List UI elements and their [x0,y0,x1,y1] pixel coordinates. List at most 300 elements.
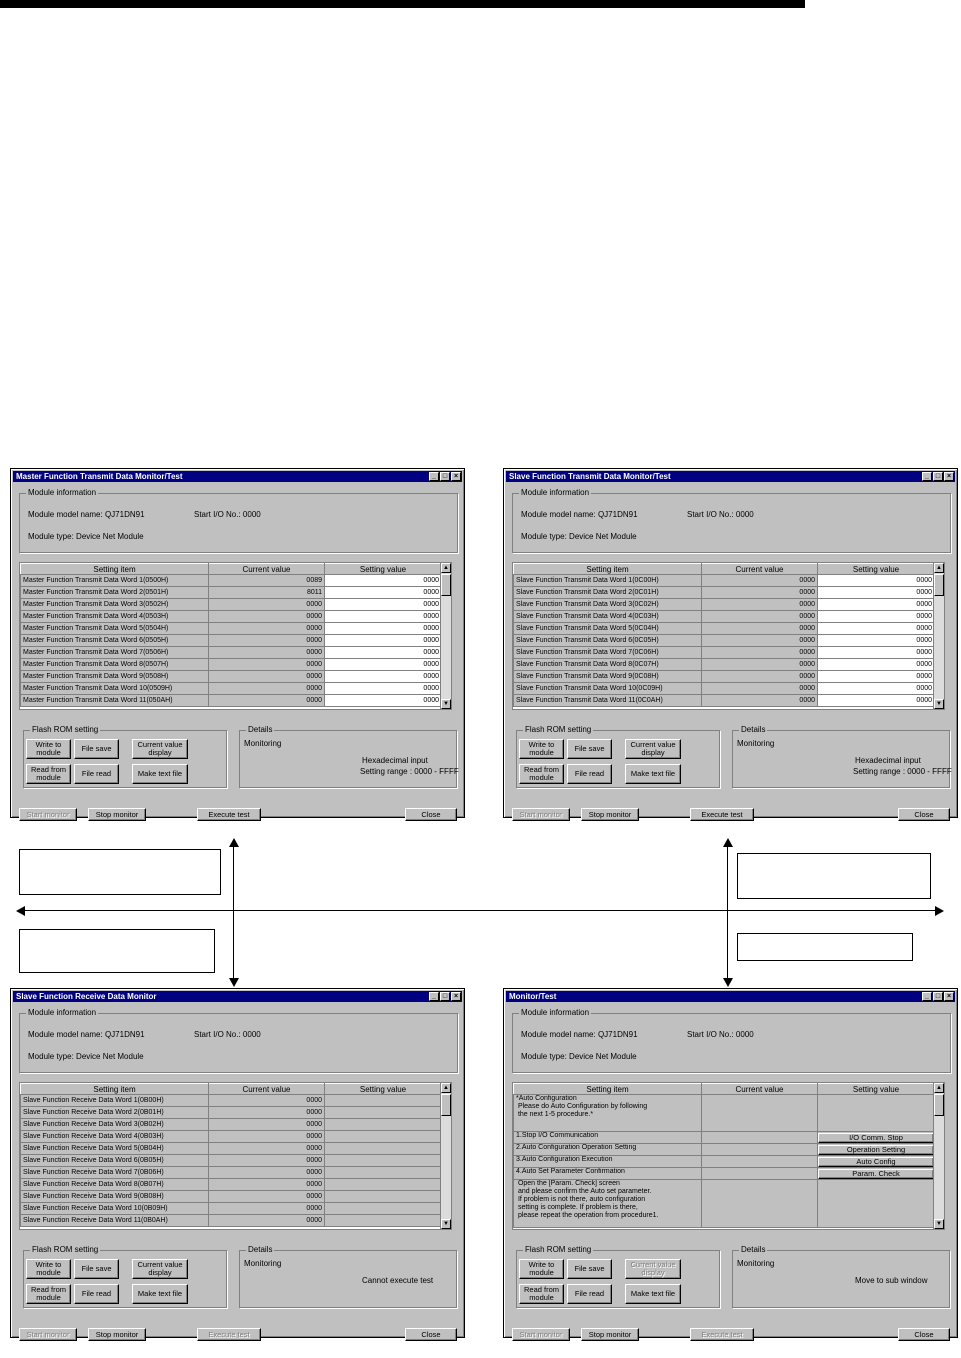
write-to-module-button[interactable]: Write to module [26,739,71,759]
current-value-cell: 0000 [702,611,818,623]
current-value-cell: 0000 [209,659,325,671]
module-information-group [512,488,951,553]
setting-value-cell[interactable]: 0000 [818,659,935,671]
setting-value-cell [325,1179,442,1191]
table-row[interactable] [21,1143,442,1155]
minimize-icon[interactable]: _ [922,992,932,1001]
current-value-cell: 0000 [702,587,818,599]
table-row[interactable] [514,647,935,659]
table-row[interactable] [21,647,442,659]
write-to-module-button[interactable]: Write to module [26,1259,71,1279]
table-row[interactable] [514,635,935,647]
write-to-module-button[interactable]: Write to module [519,1259,564,1279]
setting-value-cell [325,1107,442,1119]
stop-monitor-button[interactable]: Stop monitor [88,808,146,821]
table-row[interactable] [21,659,442,671]
setting-value-cell[interactable]: 0000 [818,635,935,647]
current-value-cell [702,1180,818,1228]
current-value-display-button[interactable]: Current value display [625,1259,681,1279]
maximize-icon[interactable]: □ [933,992,943,1001]
group-label: Module information [28,1008,97,1017]
table-row[interactable] [514,683,935,695]
current-value-cell: 0000 [209,683,325,695]
setting-value-cell[interactable]: 0000 [818,575,935,587]
table-row[interactable] [21,1203,442,1215]
column-header-current-value[interactable]: Current value [702,1084,818,1095]
scroll-up-icon[interactable]: ▲ [441,1083,451,1093]
current-value-cell: 0000 [209,1203,325,1215]
table-row[interactable] [514,587,935,599]
close-icon[interactable]: × [944,472,954,481]
table-row[interactable] [514,599,935,611]
setting-item-cell: Slave Function Receive Data Word 8(0B07H) [21,1179,209,1191]
current-value-cell: 0000 [702,635,818,647]
current-value-cell: 0000 [209,1215,325,1227]
current-value-cell [702,1144,818,1156]
module-type-value: Device Net Module [569,1052,637,1061]
close-button[interactable]: Close [405,808,457,821]
setting-item-cell: Slave Function Receive Data Word 2(0B01H) [21,1107,209,1119]
setting-value-cell [818,1095,935,1132]
current-value-cell: 0000 [702,695,818,707]
setting-value-cell[interactable]: 0000 [818,611,935,623]
table-row[interactable] [514,1180,935,1228]
setting-item-cell: Slave Function Receive Data Word 7(0B06H) [21,1167,209,1179]
setting-value-cell [818,1144,935,1156]
window-title: Monitor/Test [509,992,557,1001]
setting-value-cell[interactable]: 0000 [325,575,442,587]
details-line-1: Cannot execute test [362,1276,434,1285]
table-row[interactable] [21,1155,442,1167]
setting-value-cell [818,1132,935,1144]
setting-value-cell [325,1143,442,1155]
annotation-box-right-top [737,853,931,899]
column-header-setting-item[interactable]: Setting item [514,564,702,575]
start-io-label: Start I/O No.: 0000 [194,510,261,519]
table-row[interactable] [514,611,935,623]
setting-table[interactable] [19,1082,452,1230]
setting-table[interactable] [512,562,945,710]
details-line-1: Move to sub window [855,1276,928,1285]
setting-item-cell: Slave Function Transmit Data Word 10(0C09H) [514,683,702,695]
start-io-value: 0000 [735,1030,754,1039]
setting-item-cell: Slave Function Receive Data Word 10(0B09H) [21,1203,209,1215]
window-titlebar[interactable] [13,991,462,1002]
table-row[interactable] [21,1131,442,1143]
setting-value-cell[interactable]: 0000 [818,683,935,695]
table-row[interactable] [514,1168,935,1180]
group-label: Module information [521,1008,590,1017]
module-model-value: QJ71DN91 [597,1030,638,1039]
current-value-cell: 0000 [209,1107,325,1119]
file-save-button[interactable]: File save [74,739,119,759]
details-mode-text: Monitoring [737,1259,775,1268]
current-value-cell: 0000 [209,1095,325,1107]
current-value-cell: 0000 [209,1155,325,1167]
table-row[interactable] [21,1095,442,1107]
table-row[interactable] [21,599,442,611]
setting-value-cell[interactable]: 0000 [325,623,442,635]
setting-item-cell: 1.Stop I/O Communication [514,1132,702,1144]
scroll-thumb[interactable] [934,1094,944,1116]
read-from-module-button[interactable]: Read from module [26,1284,71,1304]
setting-item-cell: Slave Function Transmit Data Word 9(0C08H) [514,671,702,683]
setting-value-cell[interactable]: 0000 [325,635,442,647]
setting-value-cell [818,1180,935,1228]
start-monitor-button[interactable]: Start monitor [512,808,570,821]
setting-value-cell[interactable]: 0000 [325,683,442,695]
module-type-value: Device Net Module [569,532,637,541]
current-value-display-button[interactable]: Current value display [132,1259,188,1279]
setting-value-cell [818,1168,935,1180]
current-value-cell: 0000 [209,611,325,623]
table-row[interactable] [514,1156,935,1168]
stop-monitor-button[interactable]: Stop monitor [581,1328,639,1341]
setting-value-cell[interactable]: 0000 [818,695,935,707]
setting-item-cell: 4.Auto Set Parameter Confirmation [514,1168,702,1180]
group-label: Flash ROM setting [32,725,99,734]
table-row[interactable] [21,671,442,683]
flash-rom-setting-group [23,725,227,788]
table-row[interactable] [21,1107,442,1119]
setting-value-cell[interactable]: 0000 [818,599,935,611]
file-save-button[interactable]: File save [567,1259,612,1279]
setting-value-cell[interactable]: 0000 [325,611,442,623]
current-value-cell: 0000 [209,635,325,647]
scroll-thumb[interactable] [441,1094,451,1116]
current-value-display-button[interactable]: Current value display [132,739,188,759]
table-row[interactable] [21,683,442,695]
table-row[interactable] [21,1191,442,1203]
current-value-display-button[interactable]: Current value display [625,739,681,759]
scroll-down-icon[interactable]: ▼ [441,1219,451,1229]
dialog-window-1 [10,468,465,818]
group-label: Details [741,1245,766,1254]
setting-value-cell[interactable]: 0000 [325,671,442,683]
annotation-box-right-bottom [737,933,913,961]
column-header-setting-item[interactable]: Setting item [514,1084,702,1095]
minimize-icon[interactable]: _ [429,992,439,1001]
dialog-window-2 [503,468,958,818]
column-header-setting-item[interactable]: Setting item [21,564,209,575]
setting-item-cell: 2.Auto Configuration Operation Setting [514,1144,702,1156]
execute-test-button[interactable]: Execute test [690,1328,754,1341]
close-icon[interactable]: × [451,472,461,481]
current-value-cell: 0000 [209,1179,325,1191]
table-row[interactable] [514,671,935,683]
setting-value-cell [818,1156,935,1168]
table-row[interactable] [514,1095,935,1132]
group-label: Flash ROM setting [525,725,592,734]
current-value-cell: 0089 [209,575,325,587]
scroll-thumb[interactable] [934,574,944,596]
current-value-cell [702,1156,818,1168]
setting-value-cell[interactable]: 0000 [818,587,935,599]
table-row[interactable] [514,1144,935,1156]
table-row[interactable] [21,1179,442,1191]
table-row[interactable] [21,695,442,707]
column-header-current-value[interactable]: Current value [209,564,325,575]
arrow-down-icon-left [229,978,239,987]
arrow-up-icon-left [229,838,239,847]
scroll-down-icon[interactable]: ▼ [934,699,944,709]
setting-table[interactable] [512,1082,945,1230]
start-io-label: Start I/O No.: 0000 [194,1030,261,1039]
table-row[interactable] [21,587,442,599]
setting-item-cell: Slave Function Transmit Data Word 11(0C0AH) [514,695,702,707]
file-save-button[interactable]: File save [567,739,612,759]
group-label: Module information [521,488,590,497]
setting-value-cell [325,1215,442,1227]
dialog-window-3 [10,988,465,1338]
window-title: Master Function Transmit Data Monitor/Test [16,472,183,481]
setting-item-cell: 3.Auto Configuration Execution [514,1156,702,1168]
minimize-icon[interactable]: _ [429,472,439,481]
table-row[interactable] [514,1132,935,1144]
current-value-cell: 0000 [209,695,325,707]
file-read-button[interactable]: File read [74,764,119,784]
setting-value-cell[interactable]: 0000 [325,647,442,659]
current-value-cell: 0000 [702,671,818,683]
setting-item-cell: Master Function Transmit Data Word 5(0504H) [21,623,209,635]
read-from-module-button[interactable]: Read from module [519,764,564,784]
setting-item-cell: Master Function Transmit Data Word 4(0503H) [21,611,209,623]
setting-value-cell[interactable]: 0000 [325,695,442,707]
setting-item-cell: Master Function Transmit Data Word 2(0501H) [21,587,209,599]
annotation-box-left-top [19,849,221,895]
setting-item-cell: Slave Function Receive Data Word 1(0B00H) [21,1095,209,1107]
make-text-file-button[interactable]: Make text file [132,1284,188,1304]
module-information-group [19,488,458,553]
close-icon[interactable]: × [944,992,954,1001]
module-type-label: Module type: Device Net Module [28,532,144,541]
group-label: Flash ROM setting [32,1245,99,1254]
scroll-down-icon[interactable]: ▼ [934,1219,944,1229]
minimize-icon[interactable]: _ [922,472,932,481]
current-value-cell: 0000 [209,1119,325,1131]
table-row[interactable] [21,623,442,635]
module-model-value: QJ71DN91 [104,1030,145,1039]
column-header-setting-item[interactable]: Setting item [21,1084,209,1095]
table-row[interactable] [21,575,442,587]
window-title: Slave Function Receive Data Monitor [16,992,157,1001]
details-line-1: Hexadecimal input [362,756,428,765]
annotation-box-left-bottom [19,929,215,973]
setting-item-cell: Master Function Transmit Data Word 7(0506H) [21,647,209,659]
setting-item-cell: *Auto Configuration Please do Auto Configuration by following the next 1-5 procedure.* [514,1095,702,1132]
make-text-file-button[interactable]: Make text file [625,1284,681,1304]
file-read-button[interactable]: File read [567,1284,612,1304]
scroll-up-icon[interactable]: ▲ [441,563,451,573]
execute-test-button[interactable]: Execute test [690,808,754,821]
window-titlebar[interactable] [506,991,955,1002]
table-row[interactable] [514,659,935,671]
column-header-setting-value[interactable]: Setting value [325,564,442,575]
close-icon[interactable]: × [451,992,461,1001]
module-type-value: Device Net Module [76,1052,144,1061]
group-label: Flash ROM setting [525,1245,592,1254]
setting-item-cell: Slave Function Receive Data Word 11(0B0AH) [21,1215,209,1227]
setting-value-cell [325,1095,442,1107]
stop-monitor-button[interactable]: Stop monitor [88,1328,146,1341]
setting-item-cell: Slave Function Receive Data Word 5(0B04H) [21,1143,209,1155]
setting-item-cell: Slave Function Transmit Data Word 6(0C05H) [514,635,702,647]
close-button[interactable]: Close [898,1328,950,1341]
start-io-value: 0000 [242,1030,261,1039]
table-row[interactable] [21,635,442,647]
arrow-down-icon-right [723,978,733,987]
table-scrollbar[interactable] [440,1083,451,1229]
read-from-module-button[interactable]: Read from module [26,764,71,784]
close-button[interactable]: Close [405,1328,457,1341]
vertical-link-line-left [233,845,234,979]
details-mode-text: Monitoring [244,739,282,748]
current-value-cell: 0000 [702,599,818,611]
setting-item-cell: Slave Function Receive Data Word 6(0B05H) [21,1155,209,1167]
file-save-button[interactable]: File save [74,1259,119,1279]
table-scrollbar[interactable] [933,1083,944,1229]
setting-item-cell: Master Function Transmit Data Word 1(0500H) [21,575,209,587]
setting-item-cell: Master Function Transmit Data Word 11(050AH) [21,695,209,707]
column-header-setting-value[interactable]: Setting value [325,1084,442,1095]
start-monitor-button[interactable]: Start monitor [19,1328,77,1341]
setting-item-cell: Slave Function Receive Data Word 3(0B02H) [21,1119,209,1131]
current-value-cell: 0000 [702,683,818,695]
flash-rom-setting-group [23,1245,227,1308]
setting-item-cell: Open the [Param. Check] screen and please confirm the Auto set parameter. If problem is not there, auto configuration setting is complete. If problem is there, please repeat the operation from procedure1. [514,1180,702,1228]
current-value-cell: 0000 [209,1143,325,1155]
auto-config-step-button[interactable]: I/O Comm. Stop [818,1133,934,1143]
setting-value-cell[interactable]: 0000 [818,671,935,683]
window-title: Slave Function Transmit Data Monitor/Test [509,472,671,481]
setting-value-cell [325,1155,442,1167]
current-value-cell: 0000 [209,647,325,659]
setting-item-cell: Slave Function Transmit Data Word 2(0C01H) [514,587,702,599]
current-value-cell [702,1095,818,1132]
table-row[interactable] [21,611,442,623]
module-type-value: Device Net Module [76,532,144,541]
setting-value-cell[interactable]: 0000 [325,587,442,599]
group-label: Module information [28,488,97,497]
current-value-cell: 0000 [209,671,325,683]
scroll-thumb[interactable] [441,574,451,596]
column-header-setting-value[interactable]: Setting value [818,564,935,575]
write-to-module-button[interactable]: Write to module [519,739,564,759]
start-io-value: 0000 [242,510,261,519]
module-model-value: QJ71DN91 [104,510,145,519]
details-line-2: Setting range : 0000 - FFFF [360,767,459,776]
read-from-module-button[interactable]: Read from module [519,1284,564,1304]
setting-item-cell: Slave Function Transmit Data Word 5(0C04H) [514,623,702,635]
file-read-button[interactable]: File read [74,1284,119,1304]
table-row[interactable] [514,575,935,587]
table-row[interactable] [514,695,935,707]
setting-value-cell[interactable]: 0000 [818,623,935,635]
current-value-cell: 0000 [209,599,325,611]
window-titlebar[interactable] [506,471,955,482]
start-monitor-button[interactable]: Start monitor [512,1328,570,1341]
arrow-left-icon [16,906,25,916]
current-value-cell: 0000 [209,623,325,635]
setting-item-cell: Slave Function Transmit Data Word 3(0C02H) [514,599,702,611]
execute-test-button[interactable]: Execute test [197,808,261,821]
setting-value-cell[interactable]: 0000 [818,647,935,659]
dialog-window-4 [503,988,958,1338]
details-line-1: Hexadecimal input [855,756,921,765]
setting-item-cell: Slave Function Receive Data Word 9(0B08H) [21,1191,209,1203]
setting-value-cell [325,1191,442,1203]
table-row[interactable] [21,1167,442,1179]
table-row[interactable] [514,623,935,635]
current-value-cell [702,1168,818,1180]
close-button[interactable]: Close [898,808,950,821]
setting-item-cell: Slave Function Transmit Data Word 8(0C07H) [514,659,702,671]
stop-monitor-button[interactable]: Stop monitor [581,808,639,821]
page-header-bar [0,0,805,8]
current-value-cell: 0000 [209,1167,325,1179]
current-value-cell: 0000 [702,575,818,587]
setting-table[interactable] [19,562,452,710]
make-text-file-button[interactable]: Make text file [132,764,188,784]
table-scrollbar[interactable] [933,563,944,709]
maximize-icon[interactable]: □ [933,472,943,481]
maximize-icon[interactable]: □ [440,472,450,481]
start-io-label: Start I/O No.: 0000 [687,1030,754,1039]
setting-value-cell[interactable]: 0000 [325,599,442,611]
vertical-link-line-right [727,845,728,979]
arrow-up-icon-right [723,838,733,847]
setting-item-cell: Master Function Transmit Data Word 3(0502H) [21,599,209,611]
module-type-label: Module type: Device Net Module [521,1052,637,1061]
auto-config-step-button[interactable]: Auto Config [818,1157,934,1167]
window-titlebar[interactable] [13,471,462,482]
current-value-cell: 0000 [702,647,818,659]
setting-value-cell [325,1203,442,1215]
setting-item-cell: Master Function Transmit Data Word 8(0507H) [21,659,209,671]
module-model-label: Module model name: QJ71DN91 [28,510,145,519]
start-monitor-button[interactable]: Start monitor [19,808,77,821]
column-header-setting-value[interactable]: Setting value [818,1084,935,1095]
setting-value-cell[interactable]: 0000 [325,659,442,671]
flash-rom-setting-group [516,1245,720,1308]
auto-config-step-button[interactable]: Param. Check [818,1169,934,1179]
group-label: Details [248,725,273,734]
flash-rom-setting-group [516,725,720,788]
scroll-down-icon[interactable]: ▼ [441,699,451,709]
details-line-2: Setting range : 0000 - FFFF [853,767,952,776]
group-label: Details [741,725,766,734]
execute-test-button[interactable]: Execute test [197,1328,261,1341]
table-row[interactable] [21,1215,442,1227]
make-text-file-button[interactable]: Make text file [625,764,681,784]
module-model-label: Module model name: QJ71DN91 [521,1030,638,1039]
column-header-current-value[interactable]: Current value [702,564,818,575]
table-row[interactable] [21,1119,442,1131]
current-value-cell [702,1132,818,1144]
column-header-current-value[interactable]: Current value [209,1084,325,1095]
file-read-button[interactable]: File read [567,764,612,784]
details-group [732,725,952,788]
setting-item-cell: Master Function Transmit Data Word 6(0505H) [21,635,209,647]
auto-config-step-button[interactable]: Operation Setting [818,1145,934,1155]
scroll-up-icon[interactable]: ▲ [934,563,944,573]
table-scrollbar[interactable] [440,563,451,709]
setting-item-cell: Slave Function Receive Data Word 4(0B03H) [21,1131,209,1143]
scroll-up-icon[interactable]: ▲ [934,1083,944,1093]
details-mode-text: Monitoring [244,1259,282,1268]
maximize-icon[interactable]: □ [440,992,450,1001]
details-group [239,1245,457,1308]
